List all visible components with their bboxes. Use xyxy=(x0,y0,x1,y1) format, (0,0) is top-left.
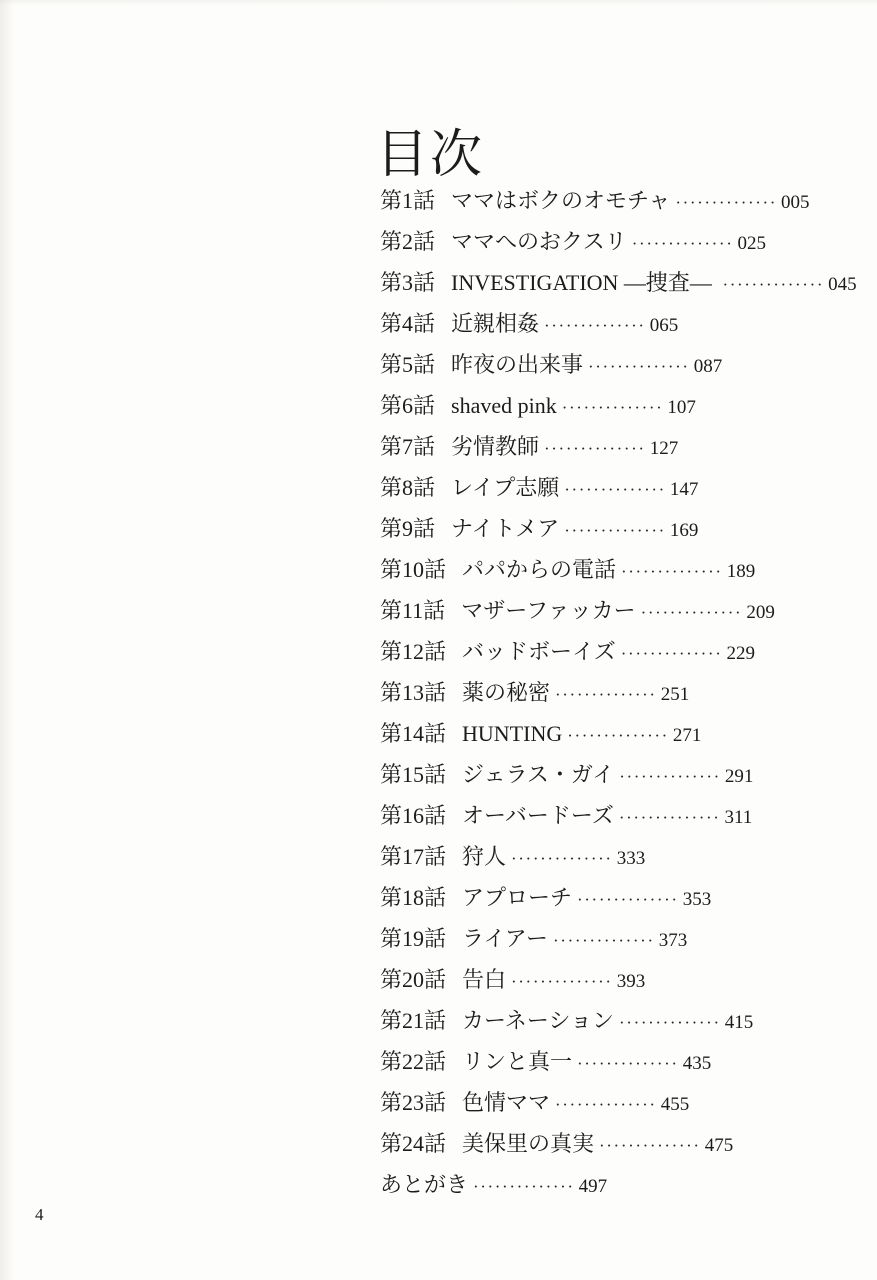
chapter-number-label: 第13話 xyxy=(380,680,447,705)
chapter-number-label: 第15話 xyxy=(380,762,447,787)
chapter-number-label: 第18話 xyxy=(380,885,447,910)
chapter-title: 告白 xyxy=(462,967,507,992)
chapter-page-number: 435 xyxy=(682,1053,712,1074)
chapter-number-label: 第12話 xyxy=(380,639,447,664)
chapter-title: リンと真一 xyxy=(462,1049,573,1074)
toc-row xyxy=(0,836,877,877)
chapter-number-label: 第14話 xyxy=(380,721,447,746)
chapter-number-label: 第20話 xyxy=(380,967,447,992)
toc-row xyxy=(0,672,877,713)
toc-row xyxy=(0,877,877,918)
chapter-title: カーネーション xyxy=(462,1008,615,1033)
toc-row xyxy=(0,1082,877,1123)
chapter-title: 狩人 xyxy=(462,844,507,869)
chapter-page-number: 497 xyxy=(578,1176,608,1197)
toc-row xyxy=(0,385,877,426)
toc-row xyxy=(0,426,877,467)
chapter-page-number: 373 xyxy=(658,930,688,951)
dot-leader: ·············· xyxy=(511,972,613,991)
chapter-page-number: 189 xyxy=(726,561,756,582)
chapter-page-number: 455 xyxy=(660,1094,690,1115)
toc-row xyxy=(0,303,877,344)
chapter-number-label: 第22話 xyxy=(380,1049,447,1074)
toc-row xyxy=(0,221,877,262)
chapter-title: 劣情教師 xyxy=(451,434,540,459)
toc-row xyxy=(0,713,877,754)
chapter-title: 美保里の真実 xyxy=(462,1131,595,1156)
dot-leader: ·············· xyxy=(561,398,664,417)
toc-row xyxy=(0,508,877,549)
dot-leader: ·············· xyxy=(722,275,825,294)
chapter-page-number: 087 xyxy=(693,356,723,377)
chapter-number-label: 第9話 xyxy=(380,516,436,541)
chapter-title: オーバードーズ xyxy=(462,803,614,828)
dot-leader: ·············· xyxy=(555,1095,657,1114)
dot-leader: ·············· xyxy=(631,234,734,253)
chapter-page-number: 045 xyxy=(828,274,857,295)
toc-row xyxy=(0,590,877,631)
chapter-page-number: 005 xyxy=(781,192,810,213)
chapter-number-label: 第23話 xyxy=(380,1090,447,1115)
chapter-page-number: 271 xyxy=(672,725,702,746)
chapter-title: HUNTING xyxy=(462,721,563,746)
dot-leader: ·············· xyxy=(473,1177,575,1196)
dot-leader: ·············· xyxy=(599,1136,701,1155)
chapter-page-number: 251 xyxy=(660,684,690,705)
chapter-number-label: 第21話 xyxy=(380,1008,447,1033)
chapter-number-label: 第3話 xyxy=(380,270,436,295)
chapter-number-label: 第2話 xyxy=(380,229,436,254)
page-title: 目次 xyxy=(376,126,485,184)
dot-leader: ·············· xyxy=(619,1013,721,1032)
dot-leader: ·············· xyxy=(564,521,666,540)
toc-row xyxy=(0,1041,877,1082)
toc-row xyxy=(0,1000,877,1041)
dot-leader: ·············· xyxy=(577,1054,679,1073)
chapter-number-label: 第11話 xyxy=(380,598,446,623)
toc-row xyxy=(0,467,877,508)
chapter-number-label: 第19話 xyxy=(380,926,447,951)
dot-leader: ·············· xyxy=(588,357,690,376)
chapter-page-number: 353 xyxy=(682,889,712,910)
chapter-title: ママへのおクスリ xyxy=(451,229,627,254)
chapter-page-number: 291 xyxy=(724,766,754,787)
chapter-page-number: 127 xyxy=(649,438,679,459)
chapter-title: 昨夜の出来事 xyxy=(451,352,584,377)
dot-leader: ·············· xyxy=(553,931,655,950)
chapter-title: ジェラス・ガイ xyxy=(462,762,615,787)
chapter-title: アプローチ xyxy=(462,885,573,910)
dot-leader: ·············· xyxy=(511,849,613,868)
toc-row xyxy=(0,1123,877,1164)
dot-leader: ·············· xyxy=(619,767,721,786)
chapter-title: あとがき xyxy=(380,1172,469,1197)
chapter-title: INVESTIGATION ―捜査― xyxy=(451,270,718,295)
chapter-number-label: 第24話 xyxy=(380,1131,447,1156)
chapter-title: ナイトメア xyxy=(451,516,560,541)
chapter-title: 薬の秘密 xyxy=(462,680,551,705)
dot-leader: ·············· xyxy=(555,685,657,704)
toc-list xyxy=(0,180,877,1205)
chapter-page-number: 169 xyxy=(669,520,699,541)
chapter-page-number: 311 xyxy=(724,807,753,828)
chapter-number-label: 第6話 xyxy=(380,393,436,418)
chapter-number-label: 第8話 xyxy=(380,475,436,500)
toc-row xyxy=(0,959,877,1000)
toc-row xyxy=(0,795,877,836)
chapter-title: ママはボクのオモチャ xyxy=(451,188,671,213)
chapter-number-label: 第4話 xyxy=(380,311,436,336)
toc-row xyxy=(0,631,877,672)
chapter-title: ライアー xyxy=(462,926,549,951)
chapter-number-label: 第7話 xyxy=(380,434,436,459)
dot-leader: ·············· xyxy=(618,808,721,827)
chapter-title: shaved pink xyxy=(451,393,557,418)
dot-leader: ·············· xyxy=(577,890,679,909)
chapter-number-label: 第17話 xyxy=(380,844,447,869)
chapter-page-number: 475 xyxy=(704,1135,734,1156)
toc-row xyxy=(0,549,877,590)
folio-page-number: 4 xyxy=(35,1205,44,1224)
chapter-page-number: 333 xyxy=(616,848,646,869)
chapter-page-number: 415 xyxy=(724,1012,754,1033)
chapter-number-label: 第10話 xyxy=(380,557,447,582)
chapter-number-label: 第16話 xyxy=(380,803,447,828)
toc-row xyxy=(0,1164,877,1205)
dot-leader: ·············· xyxy=(621,562,723,581)
toc-row xyxy=(0,344,877,385)
chapter-page-number: 147 xyxy=(669,479,699,500)
chapter-title: レイプ志願 xyxy=(451,475,560,500)
scan-edge-shadow-top xyxy=(0,0,877,6)
chapter-page-number: 107 xyxy=(667,397,696,418)
chapter-number-label: 第1話 xyxy=(380,188,436,213)
chapter-page-number: 025 xyxy=(737,233,766,254)
dot-leader: ·············· xyxy=(564,480,666,499)
dot-leader: ·············· xyxy=(567,726,669,745)
chapter-title: 色情ママ xyxy=(462,1090,551,1115)
dot-leader: ·············· xyxy=(620,644,723,663)
toc-row xyxy=(0,180,877,221)
toc-row xyxy=(0,754,877,795)
chapter-title: 近親相姦 xyxy=(451,311,540,336)
dot-leader: ·············· xyxy=(640,603,743,622)
chapter-page-number: 209 xyxy=(746,602,775,623)
chapter-title: パパからの電話 xyxy=(462,557,617,582)
dot-leader: ·············· xyxy=(544,439,646,458)
chapter-title: マザーファッカー xyxy=(461,598,636,623)
chapter-title: バッドボーイズ xyxy=(462,639,616,664)
dot-leader: ·············· xyxy=(544,316,646,335)
chapter-number-label: 第5話 xyxy=(380,352,436,377)
chapter-page-number: 229 xyxy=(726,643,755,664)
toc-row xyxy=(0,262,877,303)
toc-row xyxy=(0,918,877,959)
dot-leader: ·············· xyxy=(675,193,778,212)
chapter-page-number: 393 xyxy=(616,971,646,992)
chapter-page-number: 065 xyxy=(649,315,679,336)
